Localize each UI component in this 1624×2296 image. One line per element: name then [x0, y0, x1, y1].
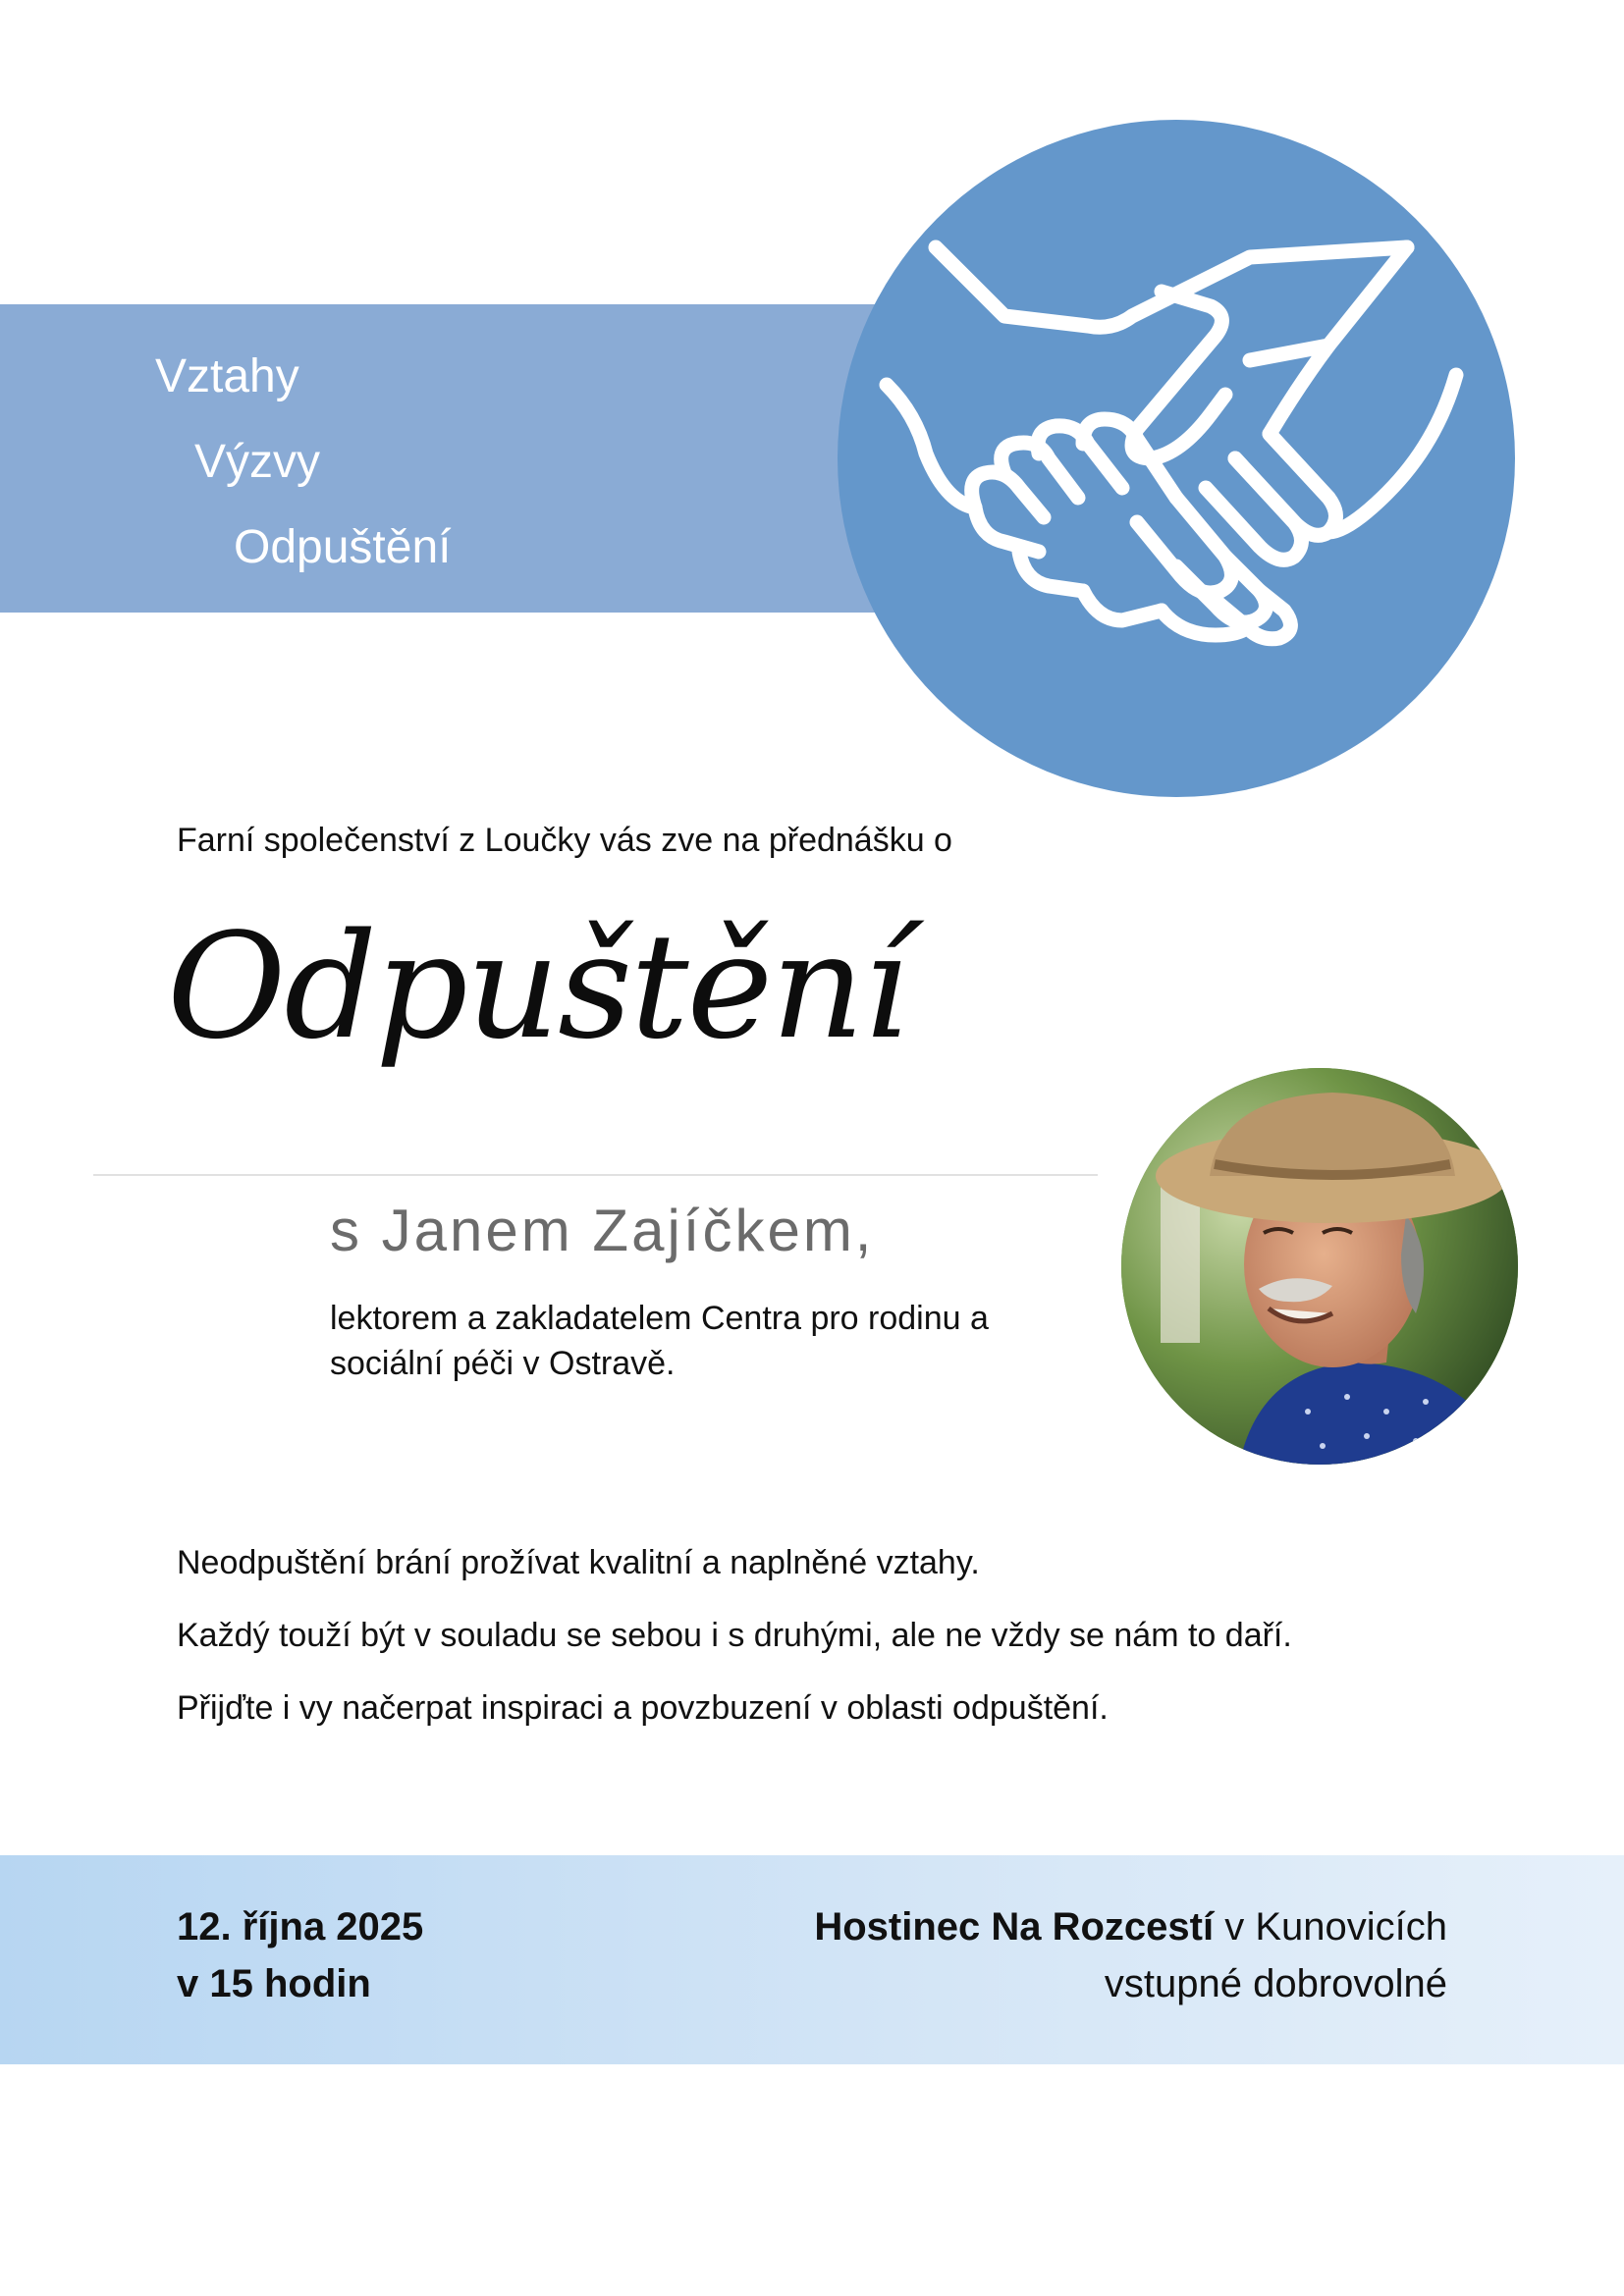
paragraph-1: Neodpuštění brání prožívat kvalitní a naplněné vztahy. [177, 1544, 980, 1581]
admission-note: vstupné dobrovolné [1104, 1962, 1447, 2005]
speaker-photo [1121, 1068, 1518, 1465]
topic-forgiveness: Odpuštění [234, 521, 452, 573]
headline-title: Odpuštění [167, 902, 907, 1071]
event-date: 12. října 2025 [177, 1905, 424, 1949]
paragraph-2: Každý touží být v souladu se sebou i s druhými, ale ne vždy se nám to daří. [177, 1617, 1292, 1654]
topic-relationships: Vztahy [155, 350, 299, 402]
topic-band [0, 304, 903, 613]
event-venue [814, 1898, 1447, 1955]
venue-name: Hostinec Na Rozcestí [814, 1905, 1215, 1949]
divider-line [93, 1174, 1098, 1176]
speaker-portrait-image [1121, 1068, 1518, 1465]
speaker-bio: lektorem a zakladatelem Centra pro rodinu a sociální péči v Ostravě. [330, 1300, 989, 1382]
event-time: v 15 hodin [177, 1962, 371, 2005]
speaker-name: s Janem Zajíčkem, [330, 1198, 875, 1263]
event-datetime [177, 1898, 423, 2012]
paragraph-3: Přijďte i vy načerpat inspiraci a povzbuzení v oblasti odpuštění. [177, 1689, 1109, 1727]
handshake-logo [838, 120, 1515, 797]
invitation-text: Farní společenství z Loučky vás zve na přednášku o [177, 822, 952, 859]
event-venue-block [814, 1898, 1447, 2012]
topic-challenges: Výzvy [194, 436, 321, 488]
handshake-icon [838, 120, 1515, 797]
venue-town: v Kunovicích [1214, 1905, 1447, 1949]
